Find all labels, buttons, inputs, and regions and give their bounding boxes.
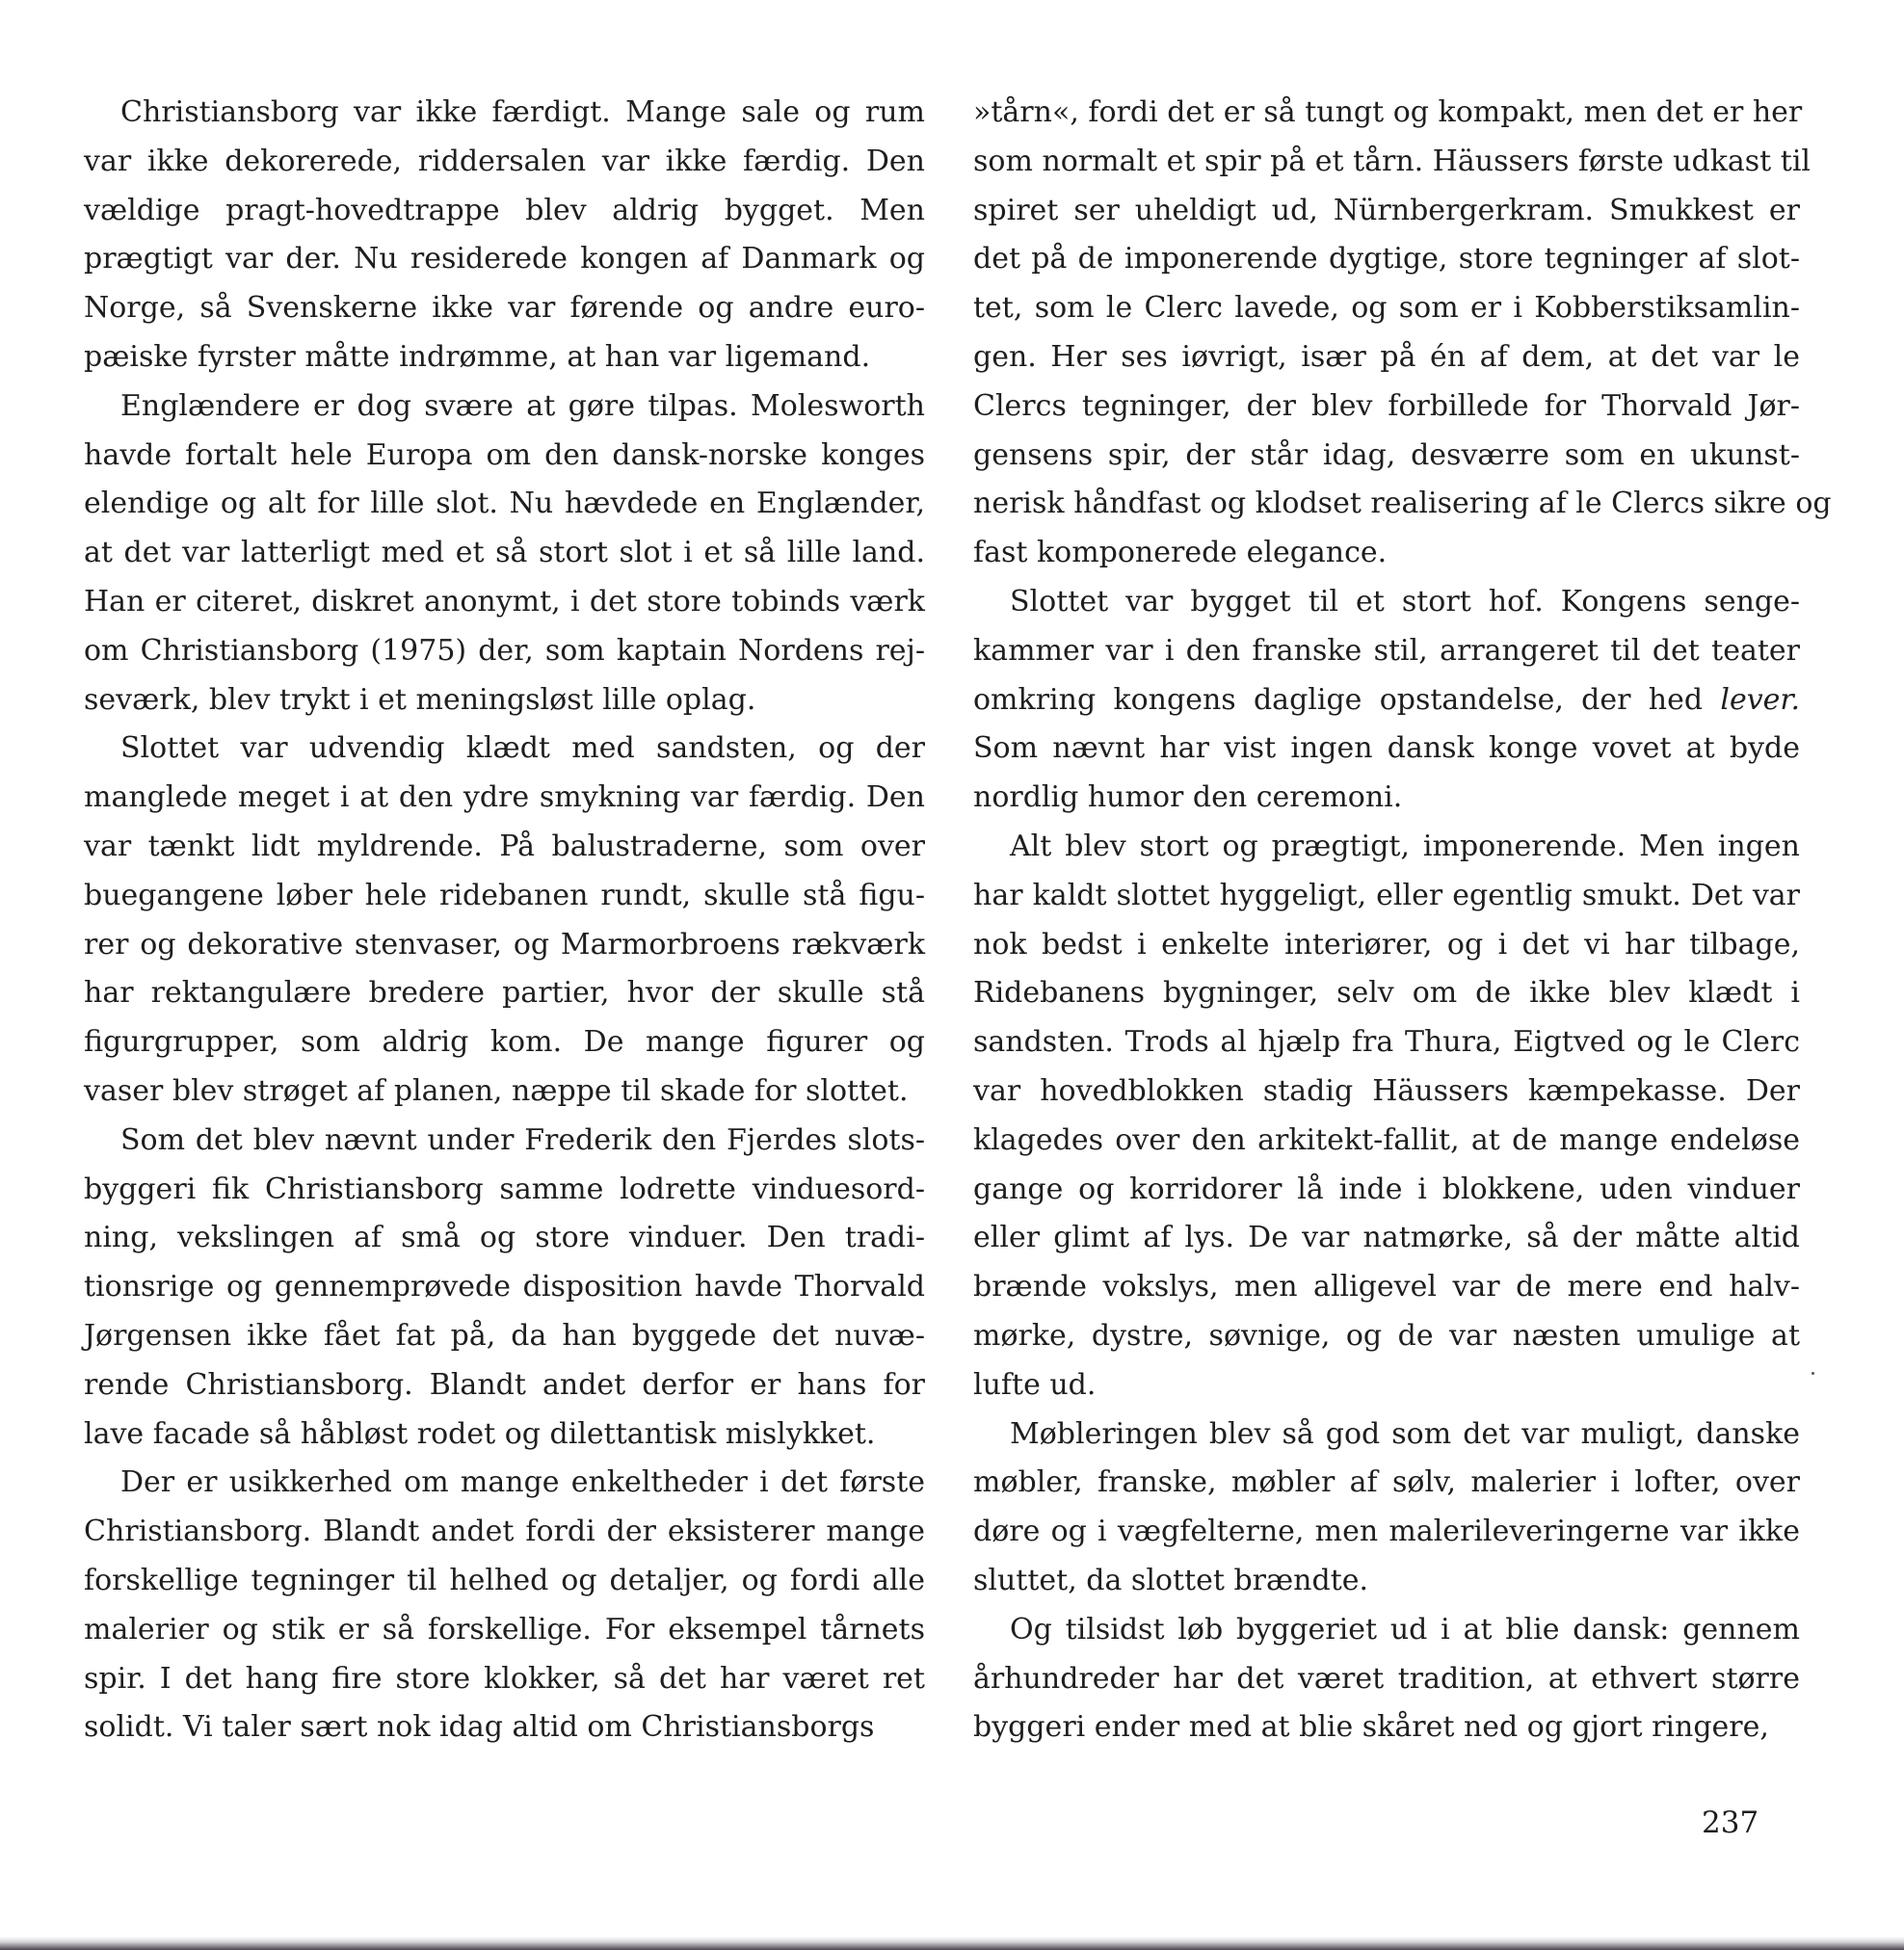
text-line: Slottet var bygget til et stort hof. Kongens senge-: [1010, 584, 1800, 619]
text-line: vældige pragt-hovedtrappe blev aldrig bygget. Men: [84, 193, 925, 227]
paragraph: [84, 1117, 925, 1460]
text-line: kammer var i den franske stil, arrangeret til det teater: [973, 633, 1800, 668]
print-speck: [1811, 1372, 1814, 1375]
text-line: tet, som le Clerc lavede, og som er i Kobberstiksamlin-: [973, 291, 1800, 326]
text-line: gen. Her ses iøvrigt, især på én af dem, at det var le: [973, 339, 1800, 374]
paragraph: [84, 725, 925, 1116]
text-line: sandsten. Trods al hjælp fra Thura, Eigtved og le Clerc: [973, 1025, 1800, 1060]
text-line: var ikke dekorerede, riddersalen var ikke færdig. Den: [84, 144, 925, 178]
text-line: manglede meget i at den ydre smykning var færdig. Den: [84, 780, 925, 815]
left-text-column: [84, 89, 925, 1752]
text-line: spir. I det hang fire store klokker, så det har været ret: [84, 1661, 925, 1696]
text-line: prægtigt var der. Nu residerede kongen af Danmark og: [84, 242, 925, 277]
page-bottom-edge: [0, 1937, 1904, 1950]
text-line: var tænkt lidt myldrende. På balustraderne, som over: [84, 829, 925, 863]
text-line: Englændere er dog svære at gøre tilpas. Molesworth: [120, 388, 925, 423]
text-line: byggeri ender med at blie skåret ned og gjort ringere,: [973, 1710, 1769, 1745]
text-line: møbler, franske, møbler af sølv, malerier i lofter, over: [973, 1465, 1800, 1500]
paragraph: [973, 823, 1800, 1410]
text-line: Der er usikkerhed om mange enkeltheder i det første: [120, 1465, 925, 1500]
text-line: pæiske fyrster måtte indrømme, at han var ligemand.: [84, 339, 871, 374]
text-line: som normalt et spir på et tårn. Häussers første udkast til: [973, 144, 1811, 178]
text-line: brænde vokslys, men alligevel var de mere end halv-: [973, 1270, 1800, 1304]
page-number: 237: [1702, 1805, 1759, 1840]
text-line: rende Christiansborg. Blandt andet derfor er hans for: [84, 1367, 925, 1402]
text-line: var hovedblokken stadig Häussers kæmpekasse. Der: [973, 1073, 1800, 1108]
text-line: omkring kongens daglige opstandelse, der hed lever.: [973, 682, 1800, 717]
text-line: Han er citeret, diskret anonymt, i det store tobinds værk: [84, 584, 925, 619]
paragraph: [973, 89, 1832, 578]
text-line: har rektangulære bredere partier, hvor der skulle stå: [84, 976, 925, 1011]
text-line: om Christiansborg (1975) der, som kaptain Nordens rej-: [84, 633, 925, 668]
text-line: århundreder har det været tradition, at ethvert større: [973, 1661, 1800, 1696]
text-line: byggeri fik Christiansborg samme lodrette vinduesord-: [84, 1172, 925, 1206]
text-line: eller glimt af lys. De var natmørke, så der måtte altid: [973, 1221, 1800, 1255]
text-line: figurgrupper, som aldrig kom. De mange figurer og: [84, 1025, 925, 1060]
text-line: døre og i vægfelterne, men malerileveringerne var ikke: [973, 1515, 1800, 1549]
text-line: Christiansborg var ikke færdigt. Mange sale og rum: [120, 95, 925, 129]
paragraph: [84, 1459, 925, 1752]
text-line: fast komponerede elegance.: [973, 536, 1388, 570]
text-line: Møbleringen blev så god som det var muligt, danske: [1010, 1416, 1800, 1451]
text-line: har kaldt slottet hyggeligt, eller egentlig smukt. Det var: [973, 878, 1800, 912]
text-line: klagedes over den arkitekt-fallit, at de mange endeløse: [973, 1122, 1800, 1157]
text-line: gange og korridorer lå inde i blokkene, uden vinduer: [973, 1172, 1800, 1206]
text-line: elendige og alt for lille slot. Nu hævdede en Englænder,: [84, 487, 925, 521]
paragraph: [973, 1410, 1800, 1606]
text-line: Clercs tegninger, der blev forbillede for Thorvald Jør-: [973, 388, 1800, 423]
text-line: at det var latterligt med et så stort slot i et så lille land.: [84, 536, 925, 570]
paragraph: [973, 578, 1800, 823]
text-line: spiret ser uheldigt ud, Nürnbergerkram. Smukkest er: [973, 193, 1800, 227]
text-line: Christiansborg. Blandt andet fordi der eksisterer mange: [84, 1515, 925, 1549]
text-line: lave facade så håbløst rodet og dilettantisk mislykket.: [84, 1416, 876, 1451]
text-line: Jørgensen ikke fået fat på, da han byggede det nuvæ-: [84, 1318, 925, 1353]
paragraph: [84, 89, 925, 382]
text-line: ning, vekslingen af små og store vinduer. Den tradi-: [84, 1221, 925, 1255]
text-line: rer og dekorative stenvaser, og Marmorbroens rækværk: [84, 927, 925, 962]
text-line: Alt blev stort og prægtigt, imponerende. Men ingen: [1010, 829, 1800, 863]
text-line: Som nævnt har vist ingen dansk konge vovet at byde: [973, 731, 1800, 766]
text-line: solidt. Vi taler sært nok idag altid om Christiansborgs: [84, 1710, 875, 1745]
text-line: gensens spir, der står idag, desværre som en ukunst-: [973, 437, 1800, 472]
text-line: buegangene løber hele ridebanen rundt, skulle stå figu-: [84, 878, 925, 912]
text-line: mørke, dystre, søvnige, og de var næsten umulige at: [973, 1318, 1800, 1353]
text-line: Og tilsidst løb byggeriet ud i at blie dansk: gennem: [1010, 1612, 1800, 1647]
text-line: nordlig humor den ceremoni.: [973, 780, 1403, 815]
text-line: Som det blev nævnt under Frederik den Fjerdes slots-: [120, 1122, 925, 1157]
text-line: forskellige tegninger til helhed og detaljer, og fordi alle: [84, 1563, 925, 1597]
paragraph: [973, 1606, 1800, 1752]
paragraph: [84, 382, 925, 725]
text-line: »tårn«, fordi det er så tungt og kompakt, men det er her: [973, 95, 1803, 129]
text-line: nok bedst i enkelte interiører, og i det vi har tilbage,: [973, 927, 1800, 962]
text-line: havde fortalt hele Europa om den dansk-norske konges: [84, 437, 925, 472]
text-line: seværk, blev trykt i et meningsløst lille oplag.: [84, 682, 756, 717]
text-line: malerier og stik er så forskellige. For eksempel tårnets: [84, 1612, 925, 1647]
italic-word: lever.: [1720, 682, 1800, 717]
text-line: Slottet var udvendig klædt med sandsten, og der: [120, 731, 925, 766]
right-text-column: [973, 89, 1832, 1752]
text-line: Ridebanens bygninger, selv om de ikke blev klædt i: [973, 976, 1800, 1011]
text-line: det på de imponerende dygtige, store tegninger af slot-: [973, 242, 1800, 277]
text-line: sluttet, da slottet brændte.: [973, 1563, 1369, 1597]
text-line: lufte ud.: [973, 1367, 1097, 1402]
text-line: Norge, så Svenskerne ikke var førende og andre euro-: [84, 291, 925, 326]
text-line: tionsrige og gennemprøvede disposition havde Thorvald: [84, 1270, 925, 1304]
text-line: nerisk håndfast og klodset realisering af le Clercs sikre og: [973, 487, 1832, 521]
text-line: vaser blev strøget af planen, næppe til skade for slottet.: [84, 1073, 909, 1108]
